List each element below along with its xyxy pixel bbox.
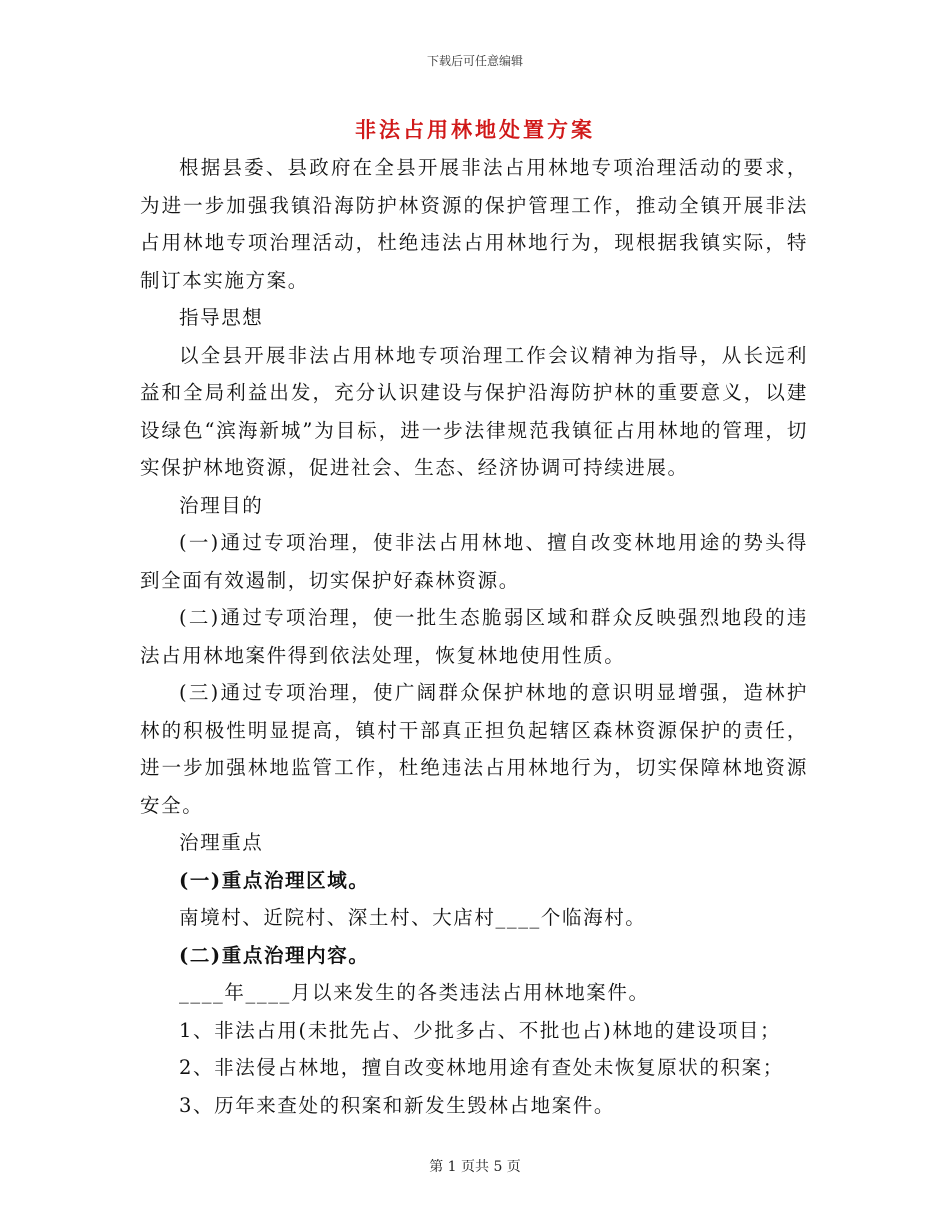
page-footer: 第 1 页共 5 页 [429,1159,521,1175]
goal-item-1: (一)通过专项治理，使非法占用林地、擅自改变林地用途的势头得到全面有效遏制，切实保护好森林资源。 [140,531,808,592]
intro-paragraph: 根据县委、县政府在全县开展非法占用林地专项治理活动的要求，为进一步加强我镇沿海防护林资源的保护管理工作，推动全镇开展非法占用林地专项治理活动，杜绝违法占用林地行为，现根据我镇实际，特制订本实施方案。 [140,156,808,292]
goal-item-3: (三)通过专项治理，使广阔群众保护林地的意识明显增强，造林护林的积极性明显提高，镇村干部真正担负起辖区森林资源保护的责任，进一步加强林地监管工作，杜绝违法占用林地行为，切实保障林地资源安全。 [140,681,808,817]
guiding-ideology-paragraph: 以全县开展非法占用林地专项治理工作会议精神为指导，从长远利益和全局利益出发，充分认识建设与保护沿海防护林的重要意义，以建设绿色“滨海新城”为目标，进一步法律规范我镇征占用林地的管理，切实保护林地资源，促进社会、生态、经济协调可持续进展。 [140,343,808,479]
section-heading-governance-goals: 治理目的 [179,493,264,517]
goal-item-2: (二)通过专项治理，使一批生态脆弱区域和群众反映强烈地段的违法占用林地案件得到依法处理，恢复林地使用性质。 [140,606,808,667]
document-body [140,149,808,1124]
section-heading-governance-focus: 治理重点 [179,831,264,854]
section-heading-guiding-ideology: 指导思想 [179,306,264,329]
key-areas-paragraph: 南境村、近院村、深土村、大店村____个临海村。 [179,906,647,929]
list-item-1: 1、非法占用(未批先占、少批多占、不批也占)林地的建设项目； [179,1018,782,1042]
document-title: 非法占用林地处置方案 [355,117,595,142]
list-item-2: 2、非法侵占林地，擅自改变林地用途有查处未恢复原状的积案； [179,1056,784,1079]
page-header: 下载后可任意编辑 [426,54,523,68]
key-content-paragraph: ____年____月以来发生的各类违法占用林地案件。 [179,981,650,1004]
subheading-key-areas: (一)重点治理区域。 [179,868,370,892]
list-item-3: 3、历年来查处的积案和新发生毁林占地案件。 [179,1093,616,1117]
subheading-key-content: (二)重点治理内容。 [179,943,370,967]
